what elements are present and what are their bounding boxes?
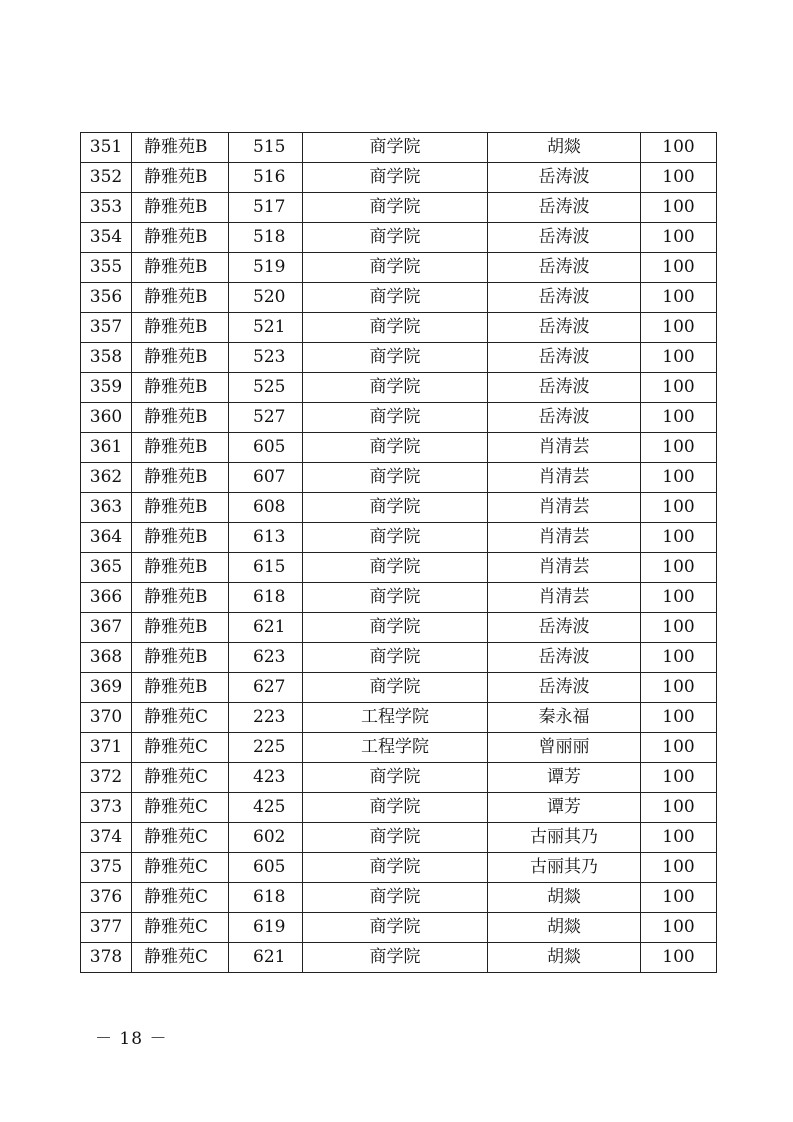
table-body <box>81 133 717 973</box>
person-in-charge-cell: 岳涛波 <box>488 253 641 283</box>
person-in-charge-cell: 岳涛波 <box>488 403 641 433</box>
college-cell: 商学院 <box>303 523 488 553</box>
person-in-charge-cell: 岳涛波 <box>488 613 641 643</box>
person-in-charge-cell: 岳涛波 <box>488 163 641 193</box>
building-cell: 静雅苑C <box>132 763 229 793</box>
row-index-cell: 356 <box>81 283 132 313</box>
table-row <box>81 703 717 733</box>
room-number-cell: 602 <box>229 823 303 853</box>
score-cell: 100 <box>641 643 717 673</box>
room-number-cell: 613 <box>229 523 303 553</box>
score-cell: 100 <box>641 403 717 433</box>
college-cell: 商学院 <box>303 883 488 913</box>
room-number-cell: 521 <box>229 313 303 343</box>
building-cell: 静雅苑B <box>132 373 229 403</box>
person-in-charge-cell: 肖清芸 <box>488 433 641 463</box>
row-index-cell: 353 <box>81 193 132 223</box>
person-in-charge-cell: 岳涛波 <box>488 193 641 223</box>
table-row <box>81 553 717 583</box>
score-cell: 100 <box>641 343 717 373</box>
college-cell: 商学院 <box>303 133 488 163</box>
building-cell: 静雅苑B <box>132 523 229 553</box>
room-number-cell: 615 <box>229 553 303 583</box>
building-cell: 静雅苑C <box>132 793 229 823</box>
table-row <box>81 523 717 553</box>
room-number-cell: 623 <box>229 643 303 673</box>
person-in-charge-cell: 岳涛波 <box>488 673 641 703</box>
building-cell: 静雅苑C <box>132 883 229 913</box>
row-index-cell: 351 <box>81 133 132 163</box>
person-in-charge-cell: 肖清芸 <box>488 523 641 553</box>
score-cell: 100 <box>641 613 717 643</box>
college-cell: 商学院 <box>303 943 488 973</box>
room-number-cell: 605 <box>229 433 303 463</box>
table-row <box>81 343 717 373</box>
score-cell: 100 <box>641 463 717 493</box>
table-row <box>81 913 717 943</box>
college-cell: 商学院 <box>303 163 488 193</box>
row-index-cell: 368 <box>81 643 132 673</box>
college-cell: 商学院 <box>303 673 488 703</box>
person-in-charge-cell: 古丽其乃 <box>488 823 641 853</box>
college-cell: 商学院 <box>303 913 488 943</box>
score-cell: 100 <box>641 733 717 763</box>
room-number-cell: 223 <box>229 703 303 733</box>
room-number-cell: 527 <box>229 403 303 433</box>
person-in-charge-cell: 谭芳 <box>488 793 641 823</box>
building-cell: 静雅苑B <box>132 313 229 343</box>
college-cell: 商学院 <box>303 313 488 343</box>
person-in-charge-cell: 肖清芸 <box>488 463 641 493</box>
row-index-cell: 361 <box>81 433 132 463</box>
row-index-cell: 374 <box>81 823 132 853</box>
building-cell: 静雅苑B <box>132 193 229 223</box>
building-cell: 静雅苑B <box>132 403 229 433</box>
building-cell: 静雅苑B <box>132 643 229 673</box>
row-index-cell: 363 <box>81 493 132 523</box>
college-cell: 商学院 <box>303 763 488 793</box>
building-cell: 静雅苑C <box>132 913 229 943</box>
score-cell: 100 <box>641 163 717 193</box>
college-cell: 商学院 <box>303 853 488 883</box>
college-cell: 工程学院 <box>303 703 488 733</box>
row-index-cell: 362 <box>81 463 132 493</box>
person-in-charge-cell: 岳涛波 <box>488 373 641 403</box>
table-row <box>81 643 717 673</box>
score-cell: 100 <box>641 793 717 823</box>
building-cell: 静雅苑C <box>132 703 229 733</box>
table-row <box>81 823 717 853</box>
person-in-charge-cell: 岳涛波 <box>488 643 641 673</box>
building-cell: 静雅苑C <box>132 943 229 973</box>
room-number-cell: 525 <box>229 373 303 403</box>
person-in-charge-cell: 肖清芸 <box>488 553 641 583</box>
room-number-cell: 515 <box>229 133 303 163</box>
row-index-cell: 365 <box>81 553 132 583</box>
table-row <box>81 313 717 343</box>
score-cell: 100 <box>641 913 717 943</box>
room-number-cell: 621 <box>229 943 303 973</box>
building-cell: 静雅苑B <box>132 463 229 493</box>
score-cell: 100 <box>641 943 717 973</box>
room-number-cell: 627 <box>229 673 303 703</box>
building-cell: 静雅苑B <box>132 583 229 613</box>
table-row <box>81 283 717 313</box>
room-number-cell: 621 <box>229 613 303 643</box>
score-cell: 100 <box>641 193 717 223</box>
college-cell: 商学院 <box>303 583 488 613</box>
score-cell: 100 <box>641 553 717 583</box>
score-cell: 100 <box>641 523 717 553</box>
college-cell: 商学院 <box>303 643 488 673</box>
room-number-cell: 518 <box>229 223 303 253</box>
row-index-cell: 369 <box>81 673 132 703</box>
college-cell: 商学院 <box>303 343 488 373</box>
college-cell: 商学院 <box>303 253 488 283</box>
row-index-cell: 370 <box>81 703 132 733</box>
room-number-cell: 225 <box>229 733 303 763</box>
dormitory-score-table <box>80 132 717 973</box>
room-number-cell: 618 <box>229 883 303 913</box>
person-in-charge-cell: 古丽其乃 <box>488 853 641 883</box>
college-cell: 商学院 <box>303 463 488 493</box>
table-row <box>81 223 717 253</box>
building-cell: 静雅苑B <box>132 673 229 703</box>
building-cell: 静雅苑B <box>132 283 229 313</box>
college-cell: 商学院 <box>303 223 488 253</box>
room-number-cell: 605 <box>229 853 303 883</box>
person-in-charge-cell: 胡燚 <box>488 883 641 913</box>
row-index-cell: 354 <box>81 223 132 253</box>
score-cell: 100 <box>641 373 717 403</box>
college-cell: 商学院 <box>303 553 488 583</box>
person-in-charge-cell: 胡燚 <box>488 943 641 973</box>
room-number-cell: 516 <box>229 163 303 193</box>
row-index-cell: 377 <box>81 913 132 943</box>
score-cell: 100 <box>641 673 717 703</box>
person-in-charge-cell: 肖清芸 <box>488 583 641 613</box>
building-cell: 静雅苑C <box>132 823 229 853</box>
college-cell: 商学院 <box>303 493 488 523</box>
person-in-charge-cell: 岳涛波 <box>488 283 641 313</box>
score-cell: 100 <box>641 823 717 853</box>
page-number: － 18 － <box>95 1029 168 1049</box>
score-cell: 100 <box>641 133 717 163</box>
row-index-cell: 355 <box>81 253 132 283</box>
table-row <box>81 193 717 223</box>
row-index-cell: 359 <box>81 373 132 403</box>
table-row <box>81 883 717 913</box>
row-index-cell: 375 <box>81 853 132 883</box>
table-row <box>81 733 717 763</box>
person-in-charge-cell: 岳涛波 <box>488 343 641 373</box>
college-cell: 商学院 <box>303 403 488 433</box>
room-number-cell: 517 <box>229 193 303 223</box>
score-cell: 100 <box>641 433 717 463</box>
row-index-cell: 373 <box>81 793 132 823</box>
room-number-cell: 619 <box>229 913 303 943</box>
table-row <box>81 673 717 703</box>
table-row <box>81 583 717 613</box>
college-cell: 商学院 <box>303 793 488 823</box>
building-cell: 静雅苑B <box>132 613 229 643</box>
room-number-cell: 523 <box>229 343 303 373</box>
room-number-cell: 618 <box>229 583 303 613</box>
table-row <box>81 793 717 823</box>
building-cell: 静雅苑B <box>132 553 229 583</box>
building-cell: 静雅苑C <box>132 853 229 883</box>
room-number-cell: 607 <box>229 463 303 493</box>
room-number-cell: 519 <box>229 253 303 283</box>
person-in-charge-cell: 胡燚 <box>488 913 641 943</box>
person-in-charge-cell: 曾丽丽 <box>488 733 641 763</box>
row-index-cell: 367 <box>81 613 132 643</box>
room-number-cell: 608 <box>229 493 303 523</box>
row-index-cell: 371 <box>81 733 132 763</box>
college-cell: 商学院 <box>303 283 488 313</box>
table-row <box>81 253 717 283</box>
row-index-cell: 358 <box>81 343 132 373</box>
score-cell: 100 <box>641 283 717 313</box>
score-cell: 100 <box>641 493 717 523</box>
row-index-cell: 372 <box>81 763 132 793</box>
row-index-cell: 360 <box>81 403 132 433</box>
table-row <box>81 493 717 523</box>
row-index-cell: 357 <box>81 313 132 343</box>
table-row <box>81 463 717 493</box>
room-number-cell: 423 <box>229 763 303 793</box>
person-in-charge-cell: 胡燚 <box>488 133 641 163</box>
college-cell: 工程学院 <box>303 733 488 763</box>
row-index-cell: 378 <box>81 943 132 973</box>
college-cell: 商学院 <box>303 613 488 643</box>
score-cell: 100 <box>641 223 717 253</box>
college-cell: 商学院 <box>303 433 488 463</box>
building-cell: 静雅苑B <box>132 163 229 193</box>
person-in-charge-cell: 秦永福 <box>488 703 641 733</box>
building-cell: 静雅苑C <box>132 733 229 763</box>
college-cell: 商学院 <box>303 823 488 853</box>
building-cell: 静雅苑B <box>132 433 229 463</box>
score-cell: 100 <box>641 313 717 343</box>
building-cell: 静雅苑B <box>132 493 229 523</box>
person-in-charge-cell: 肖清芸 <box>488 493 641 523</box>
table-row <box>81 613 717 643</box>
row-index-cell: 376 <box>81 883 132 913</box>
college-cell: 商学院 <box>303 373 488 403</box>
table-row <box>81 403 717 433</box>
person-in-charge-cell: 岳涛波 <box>488 223 641 253</box>
room-number-cell: 520 <box>229 283 303 313</box>
building-cell: 静雅苑B <box>132 343 229 373</box>
score-cell: 100 <box>641 883 717 913</box>
building-cell: 静雅苑B <box>132 223 229 253</box>
room-number-cell: 425 <box>229 793 303 823</box>
person-in-charge-cell: 谭芳 <box>488 763 641 793</box>
score-cell: 100 <box>641 763 717 793</box>
building-cell: 静雅苑B <box>132 133 229 163</box>
table-row <box>81 943 717 973</box>
row-index-cell: 352 <box>81 163 132 193</box>
table-row <box>81 853 717 883</box>
person-in-charge-cell: 岳涛波 <box>488 313 641 343</box>
table-row <box>81 433 717 463</box>
score-cell: 100 <box>641 853 717 883</box>
row-index-cell: 366 <box>81 583 132 613</box>
building-cell: 静雅苑B <box>132 253 229 283</box>
row-index-cell: 364 <box>81 523 132 553</box>
college-cell: 商学院 <box>303 193 488 223</box>
table-row <box>81 163 717 193</box>
score-cell: 100 <box>641 253 717 283</box>
table-row <box>81 133 717 163</box>
score-cell: 100 <box>641 583 717 613</box>
table-row <box>81 373 717 403</box>
table-row <box>81 763 717 793</box>
score-cell: 100 <box>641 703 717 733</box>
